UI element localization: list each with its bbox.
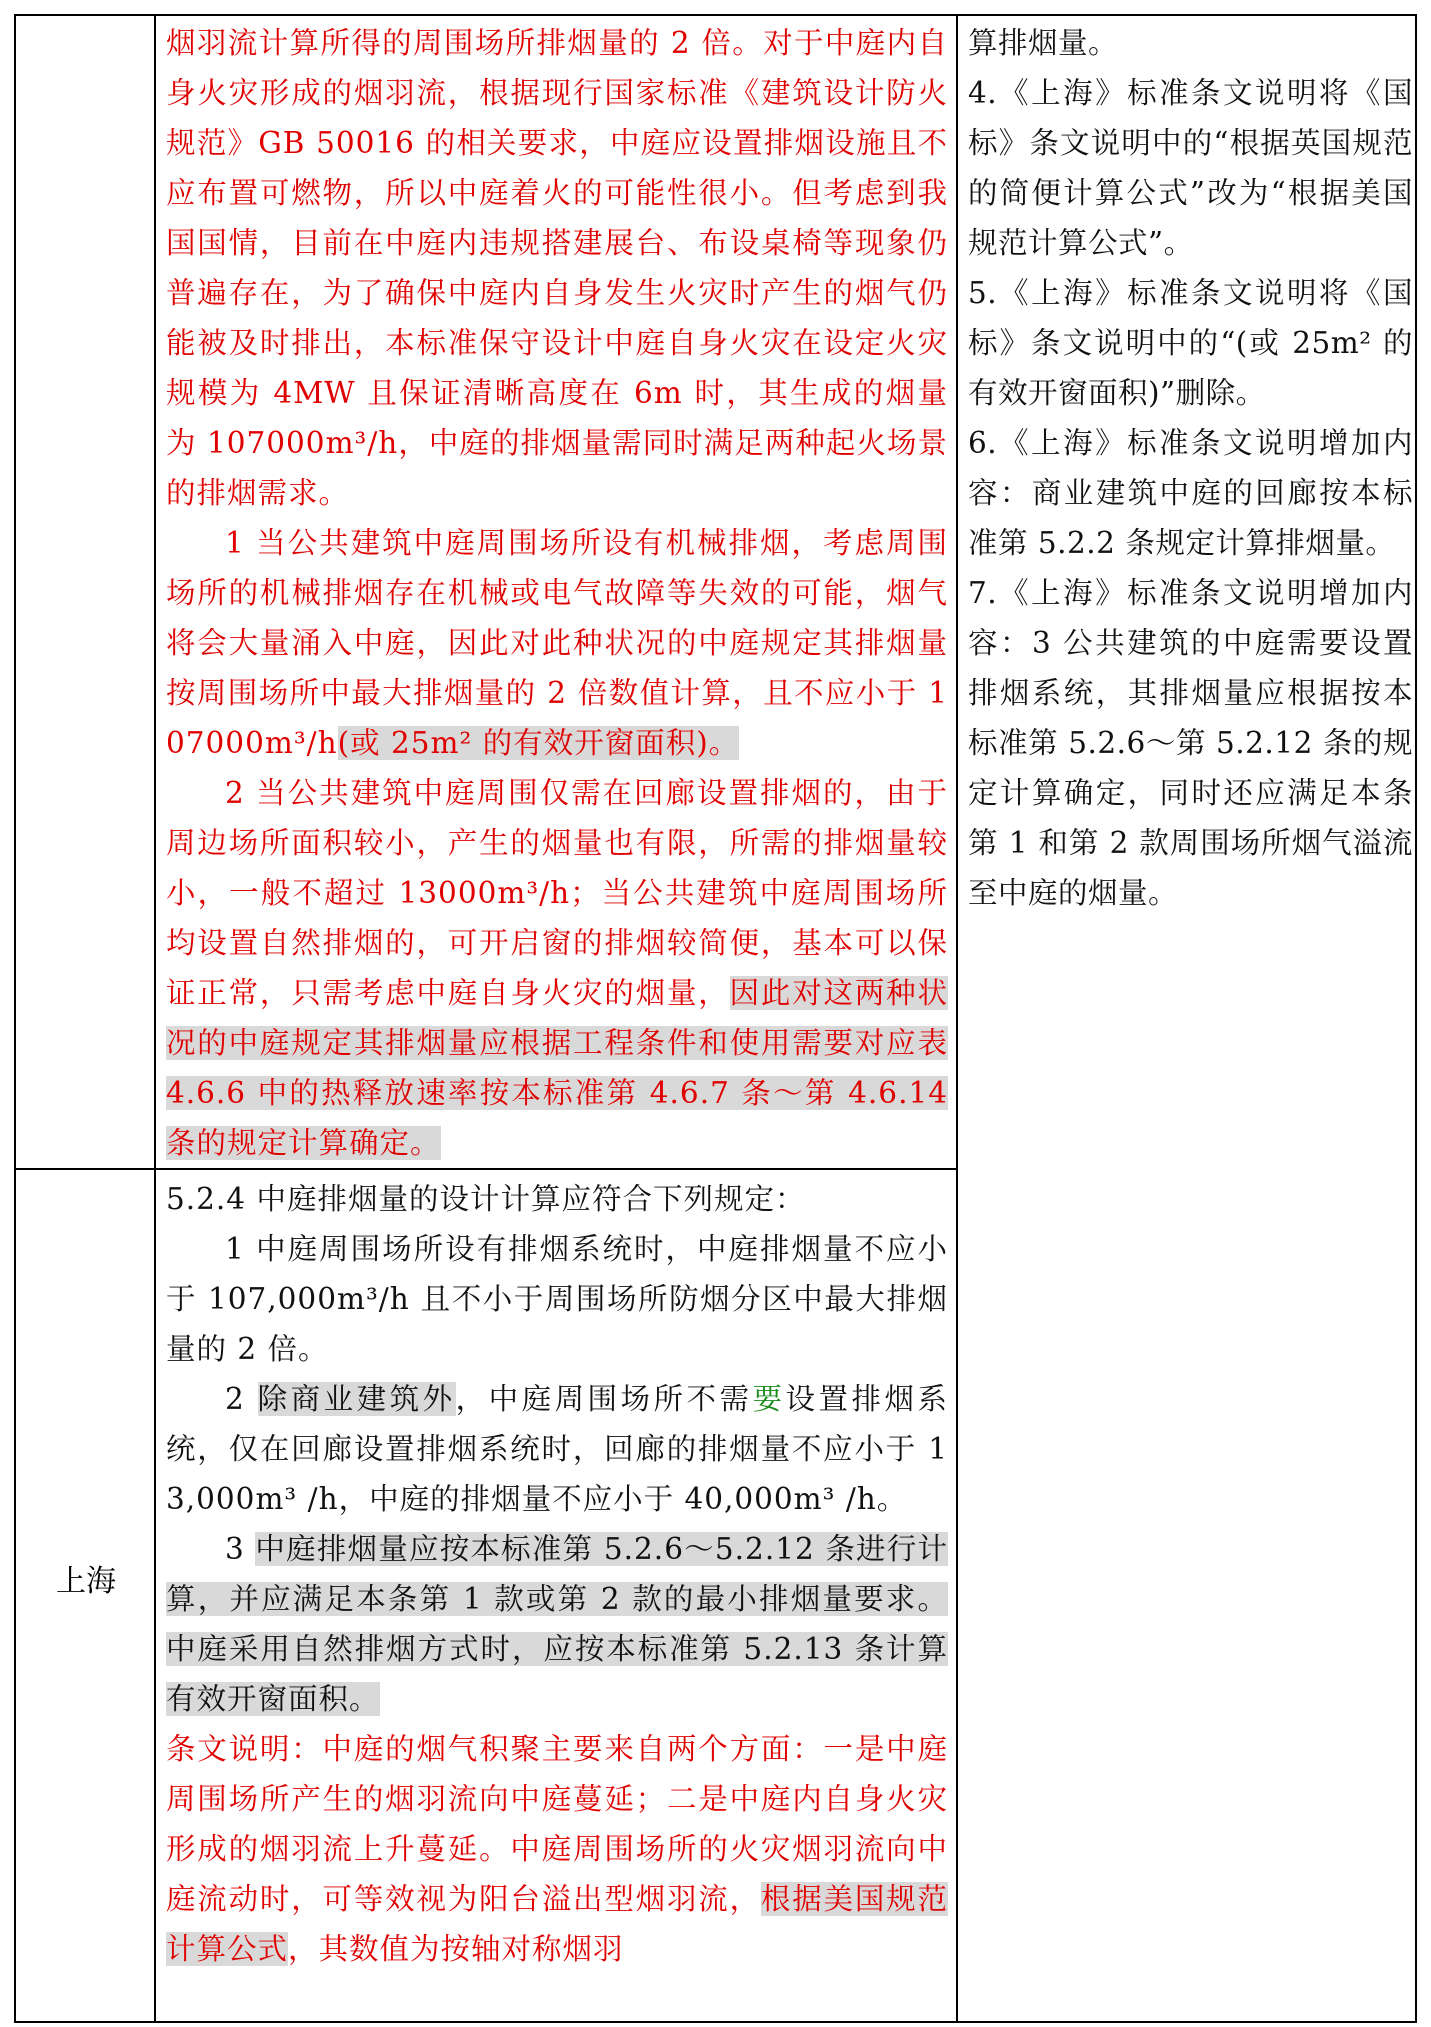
note-6: 6.《上海》标准条文说明增加内容：商业建筑中庭的回廊按本标准第 5.2.2 条规定计算排烟量。 — [968, 426, 1413, 560]
explanation-paragraph-2 — [166, 518, 948, 768]
clause-item-2 — [166, 1374, 948, 1524]
region-label: 上海 — [56, 1564, 116, 1599]
clause-item-2-text-b: 设置排烟系统，仅在回廊设置排烟系统时，回廊的排烟量不应小于 13,000m³ /h，中庭的排烟量不应小于 40,000m³ /h。 — [166, 1382, 948, 1516]
explanation-paragraph-2-highlight: (或 25m² 的有效开窗面积)。 — [337, 726, 740, 760]
note-5: 5.《上海》标准条文说明将《国标》条文说明中的“(或 25m² 的有效开窗面积)”删除。 — [968, 276, 1413, 410]
column-divider-left — [154, 16, 156, 2021]
clause-note-text-b: ，其数值为按轴对称烟羽 — [288, 1932, 624, 1966]
explanation-paragraph-3-text: 2 当公共建筑中庭周围仅需在回廊设置排烟的，由于周边场所面积较小，产生的烟量也有限，所需的排烟量较小，一般不超过 13000m³/h；当公共建筑中庭周围场所均设置自然排烟的，可开启窗的排烟较简便，基本可以保证正常，只需考虑中庭自身火灾的烟量， — [166, 776, 948, 1010]
clause-note — [166, 1724, 948, 1974]
clause-note-text-a: 条文说明：中庭的烟气积聚主要来自两个方面：一是中庭周围场所产生的烟羽流向中庭蔓延；二是中庭内自身火灾形成的烟羽流上升蔓延。中庭周围场所的火灾烟羽流向中庭流动时，可等效视为阳台溢出型烟羽流， — [166, 1732, 948, 1916]
explanation-paragraph-3 — [166, 768, 948, 1166]
clause-item-2-text-a: ，中庭周围场所不需 — [455, 1382, 753, 1416]
clause-item-3-number: 3 — [225, 1532, 256, 1566]
note-4: 4.《上海》标准条文说明将《国标》条文说明中的“根据英国规范的简便计算公式”改为“根据美国规范计算公式”。 — [968, 76, 1413, 260]
clause-item-2-green-word: 要 — [752, 1382, 786, 1416]
middle-bottom-cell — [166, 1174, 948, 2023]
clause-item-3-highlight: 中庭排烟量应按本标准第 5.2.6～5.2.12 条进行计算，并应满足本条第 1 款或第 2 款的最小排烟量要求。中庭采用自然排烟方式时，应按本标准第 5.2.13 条计算有效开窗面积。 — [166, 1532, 948, 1716]
clause-item-3 — [166, 1524, 948, 1724]
clause-item-1: 1 中庭周围场所设有排烟系统时，中庭排烟量不应小于 107,000m³/h 且不小于周围场所防烟分区中最大排烟量的 2 倍。 — [166, 1232, 948, 1366]
comparison-table — [14, 14, 1417, 2023]
note-continuation: 算排烟量。 — [968, 26, 1119, 60]
right-notes-cell — [968, 18, 1413, 2023]
explanation-paragraph-2-text: 1 当公共建筑中庭周围场所设有机械排烟，考虑周围场所的机械排烟存在机械或电气故障等失效的可能，烟气将会大量涌入中庭，因此对此种状况的中庭规定其排烟量按周围场所中最大排烟量的 2 倍数值计算，且不应小于 107000m³/h — [166, 526, 948, 760]
clause-note-highlight: 根据美国规范计算公式 — [166, 1882, 948, 1966]
explanation-paragraph-1: 烟羽流计算所得的周围场所排烟量的 2 倍。对于中庭内自身火灾形成的烟羽流，根据现行国家标准《建筑设计防火规范》GB 50016 的相关要求，中庭应设置排烟设施且不应布置可燃物，所以中庭着火的可能性很小。但考虑到我国国情，目前在中庭内违规搭建展台、布设桌椅等现象仍普遍存在，为了确保中庭内自身发生火灾时产生的烟气仍能被及时排出，本标准保守设计中庭自身火灾在设定火灾规模为 4MW 且保证清晰高度在 6m 时，其生成的烟量为 107000m³/h，中庭的排烟量需同时满足两种起火场景的排烟需求。 — [166, 26, 948, 510]
column-divider-right — [956, 16, 958, 2021]
clause-title: 5.2.4 中庭排烟量的设计计算应符合下列规定： — [166, 1182, 806, 1216]
explanation-paragraph-3-highlight: 因此对这两种状况的中庭规定其排烟量应根据工程条件和使用需要对应表 4.6.6 中的热释放速率按本标准第 4.6.7 条～第 4.6.14 条的规定计算确定。 — [166, 976, 948, 1160]
row-divider — [16, 1168, 956, 1170]
clause-item-2-number: 2 — [225, 1382, 258, 1416]
note-7: 7.《上海》标准条文说明增加内容：3 公共建筑的中庭需要设置排烟系统，其排烟量应根据按本标准第 5.2.6～第 5.2.12 条的规定计算确定，同时还应满足本条第 1 和第 2 款周围场所烟气溢流至中庭的烟量。 — [968, 576, 1413, 910]
middle-top-cell — [166, 18, 948, 1166]
clause-item-2-highlight: 除商业建筑外 — [257, 1382, 456, 1416]
